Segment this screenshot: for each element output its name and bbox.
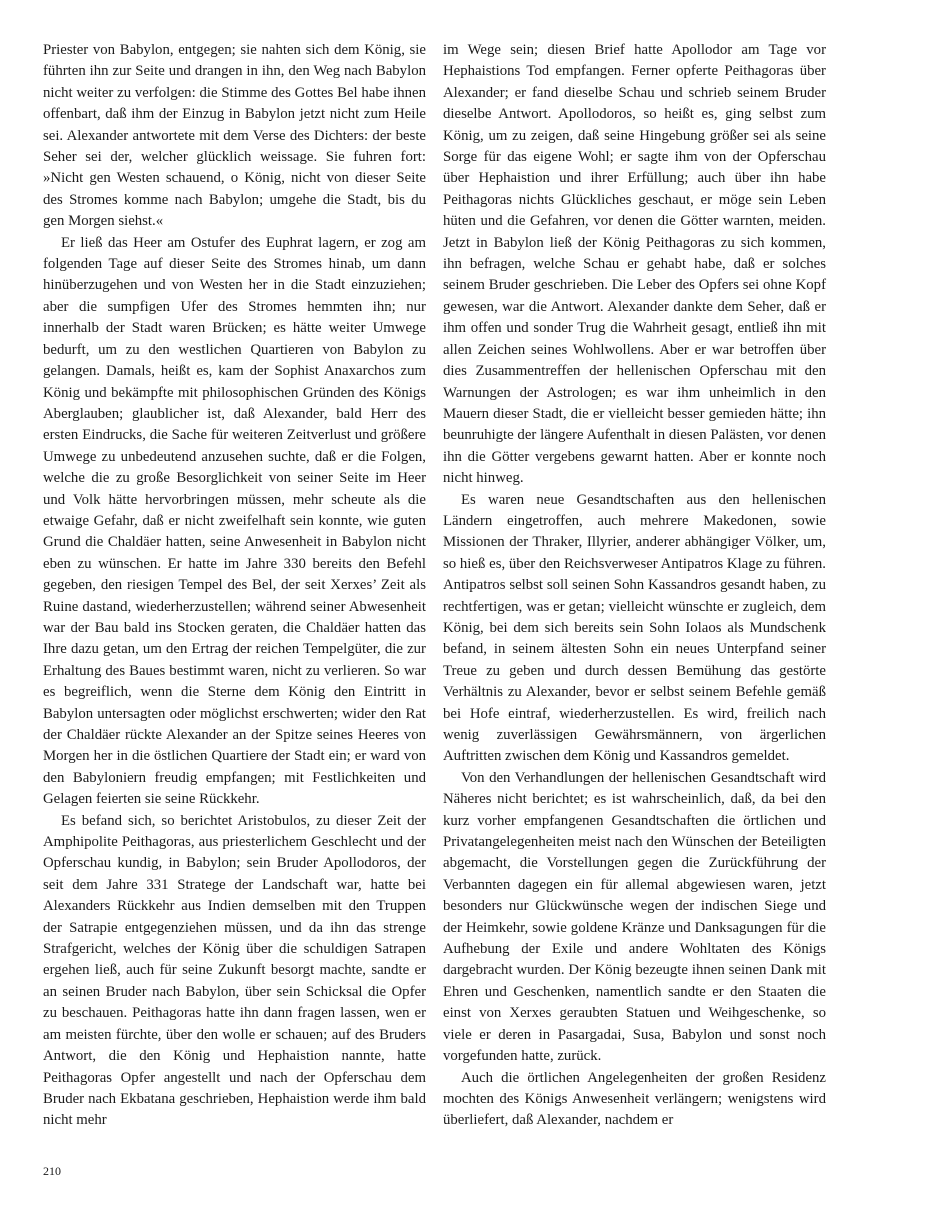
paragraph: Auch die örtlichen Angelegenheiten der großen Residenz mochten des Königs Anwesenheit verlängern; wenigstens wird überliefert, daß Alexander, nachdem er	[443, 1069, 826, 1129]
paragraph: Priester von Babylon, entgegen; sie nahten sich dem König, sie führten ihn zur Seite und drangen in ihn, den Weg nach Babylon nicht weiter zu verfolgen: die Stimme des Gottes Bel habe ihnen offenbart, daß ihm der Einzug in Babylon jetzt nicht zum Heile sei. Alexander antwortete mit dem Verse des Dichters: der beste Seher sei der, welcher glücklich weissage. Sie fuhren fort: »Nicht gen Westen schauend, o König, nicht von dieser Seite des Stromes komme nach Babylon; umgehe die Stadt, bis du gen Morgen siehst.«	[43, 42, 426, 230]
right-column	[443, 40, 826, 1132]
paragraph: Er ließ das Heer am Ostufer des Euphrat lagern, er zog am folgenden Tage auf dieser Seite des Stromes hinab, um dann hinüberzugehen und von Westen her in die Stadt einzuziehen; aber die sumpfigen Ufer des Stromes hemmten ihn; nur innerhalb der Stadt waren Brücken; es hätte weiter Umwege bedurft, um zu den westlichen Quartieren von Babylon zu gelangen. Damals, heißt es, kam der Sophist Anaxarchos zum König und bekämpfte mit philosophischen Gründen des Königs Aberglauben; glaublicher ist, daß Alexander, bald Herr des ersten Eindrucks, die Sache für weiteren Zeitverlust und größere Umwege zu unbedeutend anzusehen suchte, daß er die Folgen, welche die zu große Besorglichkeit von seiner Seite im Heer und Volk hätte hervorbringen müssen, mehr scheute als die etwaige Gefahr, daß er nicht zweifelhaft sein konnte, wie guten Grund die Chaldäer hatten, seine Anwesenheit in Babylon nicht eben zu wünschen. Er hatte im Jahre 330 bereits den Befehl gegeben, den riesigen Tempel des Bel, der seit Xerxes’ Zeit als Ruine dastand, wiederherzustellen; während seiner Abwesenheit war der Bau bald ins Stocken geraten, die Chaldäer hatten das Ihre dazu getan, um den Ertrag der reichen Tempelgüter, die zur Erhaltung des Baues bestimmt waren, nicht zu verlieren. So war es begreiflich, wenn die Sterne dem König den Eintritt in Babylon untersagten oder möglichst erschwerten; wider den Rat der Chaldäer rückte Alexander an der Spitze seines Heeres von Morgen her in die östlichen Quartiere der Stadt ein; er ward von den Babyloniern freudig empfangen; mit Festlichkeiten und Gelagen feierten sie seine Rückkehr.	[43, 234, 426, 808]
left-column	[43, 40, 426, 1132]
paragraph: Es befand sich, so berichtet Aristobulos, zu dieser Zeit der Amphipolite Peithagoras, aus priesterlichem Geschlecht und der Opferschau kundig, in Babylon; sein Bruder Apollodoros, der seit dem Jahre 331 Stratege der Landschaft war, hatte bei Alexanders Rückkehr aus Indien demselben mit den Truppen der Satrapie entgegenziehen müssen, und da ihn das strenge Strafgericht, welches der König über die schuldigen Satrapen ergehen ließ, auch für seine Zukunft besorgt machte, sandte er an seinen Bruder nach Babylon, über sein Schicksal die Opfer zu beschauen. Peithagoras hatte ihn dann fragen lassen, wen er am meisten fürchte, über den wolle er schauen; auf des Bruders Antwort, die den König und Hephaistion nannte, hatte Peithagoras Opfer angestellt und nach der Opferschau dem Bruder nach Ekbatana geschrieben, Hephaistion werde ihm bald nicht mehr	[43, 812, 426, 1129]
paragraph: Von den Verhandlungen der hellenischen Gesandtschaft wird Näheres nicht berichtet; es ist wahrscheinlich, daß, da bei den kurz vorher empfangenen Gesandtschaften die örtlichen und Privatangelegenheiten meist nach den Wünschen der Beteiligten abgemacht, die Vorstellungen gegen die Zurückführung der Verbannten dagegen ein für allemal abgewiesen waren, jetzt besonders nur Glückwünsche wegen der indischen Siege und der Heimkehr, sowie goldene Kränze und Danksagungen für die Aufhebung der Exile und andere Wohltaten des Königs dargebracht wurden. Der König bezeugte ihnen seinen Dank mit Ehren und Geschenken, namentlich sandte er den Staaten die einst von Xerxes geraubten Statuen und Weihgeschenke, so viele er deren in Pasargadai, Susa, Babylon und sonst noch vorgefunden hatte, zurück.	[443, 769, 826, 1065]
page-number: 210	[43, 1164, 61, 1178]
paragraph: im Wege sein; diesen Brief hatte Apollodor am Tage vor Hephaistions Tod empfangen. Ferner opferte Peithagoras über Alexander; er fand dieselbe Schau und schrieb seinem Bruder dieselbe Antwort. Apollodoros, so heißt es, ging selbst zum König, um zu zeigen, daß seine Hingebung größer sei als seine Sorge für das eigene Wohl; er sagte ihm von der Opferschau über Hephaistion und ihrer Erfüllung; auch über ihn habe Peithagoras nichts Glückliches geschaut, er möge sein Leben hüten und die Gefahren, vor denen die Götter warnten, meiden. Jetzt in Babylon ließ der König Peithagoras zu sich kommen, ihn befragen, welche Schau er gehabt habe, daß er solches seinem Bruder geschrieben. Die Leber des Opfers sei ohne Kopf gewesen, war die Antwort. Alexander dankte dem Seher, daß er ihm offen und sonder Trug die Wahrheit gesagt, entließ ihn mit allen Zeichen seines Wohlwollens. Aber er war betroffen über dies Zusammentreffen der hellenischen Opferschau mit den Warnungen der Astrologen; es war ihm unheimlich in den Mauern dieser Stadt, die er vielleicht besser gemieden hätte; ihn beunruhigte der längere Aufenthalt in diesen Palästen, vor denen ihn die Götter vergebens gewarnt hatten. Aber er konnte noch nicht hinweg.	[443, 42, 826, 487]
paragraph: Es waren neue Gesandtschaften aus den hellenischen Ländern eingetroffen, auch mehrere Makedonen, sowie Missionen der Thraker, Illyrier, anderer abhängiger Völker, um, so hieß es, über den Reichsverweser Antipatros Klage zu führen. Antipatros selbst soll seinen Sohn Kassandros gesandt haben, zu rechtfertigen, was er getan; vielleicht wünschte er zugleich, dem König, bei dem sich bereits sein Sohn Iolaos als Mundschenk befand, in seinem ältesten Sohn ein neues Unterpfand seiner Treue zu geben und durch dessen Bemühung das gestörte Verhältnis zu Alexander, bevor er selbst seinem Befehle gemäß bei Hofe eintraf, wiederherzustellen. Es wird, freilich nach wenig zuverlässigen Gewährsmännern, von ärgerlichen Auftritten zwischen dem König und Kassandros gemeldet.	[443, 491, 826, 765]
